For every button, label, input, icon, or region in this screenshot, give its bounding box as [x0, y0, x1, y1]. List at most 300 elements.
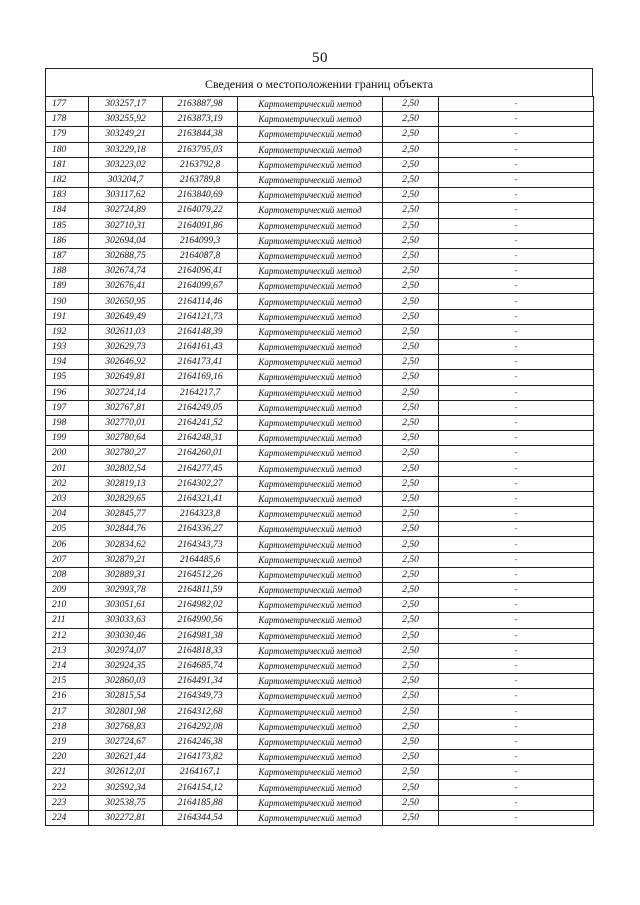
table-row: [46, 476, 594, 491]
accuracy-cell: 2,50: [383, 188, 439, 203]
table-row: [46, 188, 594, 203]
method-cell: Картометрический метод: [238, 734, 383, 749]
method-cell: Картометрический метод: [238, 142, 383, 157]
description-cell: -: [439, 142, 594, 157]
accuracy-cell: 2,50: [383, 218, 439, 233]
table-row: [46, 218, 594, 233]
table-row: [46, 491, 594, 506]
method-cell: Картометрический метод: [238, 203, 383, 218]
x-coordinate-cell: 302844,76: [89, 522, 163, 537]
y-coordinate-cell: 2164302,27: [163, 476, 238, 491]
y-coordinate-cell: 2164241,52: [163, 415, 238, 430]
table-row: [46, 658, 594, 673]
method-cell: Картометрический метод: [238, 719, 383, 734]
method-cell: Картометрический метод: [238, 279, 383, 294]
y-coordinate-cell: 2164485,6: [163, 552, 238, 567]
description-cell: -: [439, 309, 594, 324]
accuracy-cell: 2,50: [383, 734, 439, 749]
method-cell: Картометрический метод: [238, 795, 383, 810]
x-coordinate-cell: 303249,21: [89, 127, 163, 142]
description-cell: -: [439, 719, 594, 734]
method-cell: Картометрический метод: [238, 613, 383, 628]
boundary-table-sheet: [45, 68, 593, 826]
accuracy-cell: 2,50: [383, 127, 439, 142]
point-number-cell: 180: [46, 142, 89, 157]
point-number-cell: 183: [46, 188, 89, 203]
x-coordinate-cell: 302272,81: [89, 810, 163, 825]
accuracy-cell: 2,50: [383, 431, 439, 446]
description-cell: -: [439, 97, 594, 112]
table-row: [46, 583, 594, 598]
y-coordinate-cell: 2164248,31: [163, 431, 238, 446]
accuracy-cell: 2,50: [383, 248, 439, 263]
point-number-cell: 219: [46, 734, 89, 749]
accuracy-cell: 2,50: [383, 233, 439, 248]
y-coordinate-cell: 2164217,7: [163, 385, 238, 400]
description-cell: -: [439, 750, 594, 765]
table-row: [46, 309, 594, 324]
table-row: [46, 567, 594, 582]
accuracy-cell: 2,50: [383, 142, 439, 157]
x-coordinate-cell: 302829,65: [89, 491, 163, 506]
description-cell: -: [439, 294, 594, 309]
x-coordinate-cell: 302674,74: [89, 264, 163, 279]
description-cell: -: [439, 643, 594, 658]
table-row: [46, 446, 594, 461]
x-coordinate-cell: 302724,14: [89, 385, 163, 400]
y-coordinate-cell: 2163789,8: [163, 172, 238, 187]
accuracy-cell: 2,50: [383, 324, 439, 339]
table-row: [46, 628, 594, 643]
x-coordinate-cell: 303030,46: [89, 628, 163, 643]
y-coordinate-cell: 2164277,45: [163, 461, 238, 476]
method-cell: Картометрический метод: [238, 233, 383, 248]
table-row: [46, 248, 594, 263]
table-row: [46, 704, 594, 719]
x-coordinate-cell: 302538,75: [89, 795, 163, 810]
description-cell: -: [439, 613, 594, 628]
y-coordinate-cell: 2164343,73: [163, 537, 238, 552]
x-coordinate-cell: 303117,62: [89, 188, 163, 203]
accuracy-cell: 2,50: [383, 674, 439, 689]
point-number-cell: 204: [46, 507, 89, 522]
y-coordinate-cell: 2164099,3: [163, 233, 238, 248]
y-coordinate-cell: 2164344,54: [163, 810, 238, 825]
y-coordinate-cell: 2163844,38: [163, 127, 238, 142]
table-row: [46, 507, 594, 522]
y-coordinate-cell: 2164349,73: [163, 689, 238, 704]
x-coordinate-cell: 302780,27: [89, 446, 163, 461]
y-coordinate-cell: 2164096,41: [163, 264, 238, 279]
table-row: [46, 157, 594, 172]
description-cell: -: [439, 340, 594, 355]
accuracy-cell: 2,50: [383, 491, 439, 506]
accuracy-cell: 2,50: [383, 658, 439, 673]
x-coordinate-cell: 302694,04: [89, 233, 163, 248]
method-cell: Картометрический метод: [238, 658, 383, 673]
table-row: [46, 294, 594, 309]
y-coordinate-cell: 2164685,74: [163, 658, 238, 673]
accuracy-cell: 2,50: [383, 507, 439, 522]
description-cell: -: [439, 674, 594, 689]
table-row: [46, 97, 594, 112]
method-cell: Картометрический метод: [238, 810, 383, 825]
y-coordinate-cell: 2164982,02: [163, 598, 238, 613]
x-coordinate-cell: 302650,95: [89, 294, 163, 309]
table-row: [46, 172, 594, 187]
description-cell: -: [439, 704, 594, 719]
point-number-cell: 211: [46, 613, 89, 628]
point-number-cell: 224: [46, 810, 89, 825]
table-row: [46, 689, 594, 704]
description-cell: -: [439, 400, 594, 415]
accuracy-cell: 2,50: [383, 446, 439, 461]
point-number-cell: 186: [46, 233, 89, 248]
method-cell: Картометрический метод: [238, 218, 383, 233]
accuracy-cell: 2,50: [383, 522, 439, 537]
point-number-cell: 206: [46, 537, 89, 552]
y-coordinate-cell: 2164512,26: [163, 567, 238, 582]
point-number-cell: 189: [46, 279, 89, 294]
method-cell: Картометрический метод: [238, 704, 383, 719]
x-coordinate-cell: 302724,67: [89, 734, 163, 749]
point-number-cell: 202: [46, 476, 89, 491]
table-row: [46, 719, 594, 734]
y-coordinate-cell: 2164114,46: [163, 294, 238, 309]
accuracy-cell: 2,50: [383, 415, 439, 430]
y-coordinate-cell: 2164818,33: [163, 643, 238, 658]
point-number-cell: 217: [46, 704, 89, 719]
point-number-cell: 185: [46, 218, 89, 233]
method-cell: Картометрический метод: [238, 370, 383, 385]
y-coordinate-cell: 2164260,01: [163, 446, 238, 461]
accuracy-cell: 2,50: [383, 264, 439, 279]
x-coordinate-cell: 302710,31: [89, 218, 163, 233]
description-cell: -: [439, 279, 594, 294]
y-coordinate-cell: 2164185,88: [163, 795, 238, 810]
point-number-cell: 221: [46, 765, 89, 780]
method-cell: Картометрический метод: [238, 552, 383, 567]
y-coordinate-cell: 2163792,8: [163, 157, 238, 172]
accuracy-cell: 2,50: [383, 780, 439, 795]
y-coordinate-cell: 2164292,08: [163, 719, 238, 734]
accuracy-cell: 2,50: [383, 704, 439, 719]
table-row: [46, 810, 594, 825]
x-coordinate-cell: 302780,64: [89, 431, 163, 446]
method-cell: Картометрический метод: [238, 112, 383, 127]
description-cell: -: [439, 598, 594, 613]
x-coordinate-cell: 303051,61: [89, 598, 163, 613]
accuracy-cell: 2,50: [383, 583, 439, 598]
table-row: [46, 127, 594, 142]
x-coordinate-cell: 302801,98: [89, 704, 163, 719]
point-number-cell: 222: [46, 780, 89, 795]
description-cell: -: [439, 522, 594, 537]
y-coordinate-cell: 2164167,1: [163, 765, 238, 780]
method-cell: Картометрический метод: [238, 446, 383, 461]
table-row: [46, 552, 594, 567]
method-cell: Картометрический метод: [238, 264, 383, 279]
point-number-cell: 179: [46, 127, 89, 142]
method-cell: Картометрический метод: [238, 461, 383, 476]
table-row: [46, 324, 594, 339]
x-coordinate-cell: 302611,03: [89, 324, 163, 339]
x-coordinate-cell: 302860,03: [89, 674, 163, 689]
x-coordinate-cell: 302767,81: [89, 400, 163, 415]
accuracy-cell: 2,50: [383, 385, 439, 400]
y-coordinate-cell: 2164121,73: [163, 309, 238, 324]
method-cell: Картометрический метод: [238, 765, 383, 780]
y-coordinate-cell: 2164811,59: [163, 583, 238, 598]
point-number-cell: 212: [46, 628, 89, 643]
method-cell: Картометрический метод: [238, 157, 383, 172]
y-coordinate-cell: 2164154,12: [163, 780, 238, 795]
table-row: [46, 598, 594, 613]
accuracy-cell: 2,50: [383, 355, 439, 370]
point-number-cell: 177: [46, 97, 89, 112]
point-number-cell: 197: [46, 400, 89, 415]
method-cell: Картометрический метод: [238, 355, 383, 370]
description-cell: -: [439, 583, 594, 598]
description-cell: -: [439, 658, 594, 673]
accuracy-cell: 2,50: [383, 157, 439, 172]
coordinates-table: [45, 96, 594, 826]
point-number-cell: 198: [46, 415, 89, 430]
x-coordinate-cell: 302845,77: [89, 507, 163, 522]
description-cell: -: [439, 127, 594, 142]
point-number-cell: 214: [46, 658, 89, 673]
description-cell: -: [439, 188, 594, 203]
description-cell: -: [439, 734, 594, 749]
method-cell: Картометрический метод: [238, 537, 383, 552]
table-row: [46, 431, 594, 446]
method-cell: Картометрический метод: [238, 780, 383, 795]
point-number-cell: 215: [46, 674, 89, 689]
description-cell: -: [439, 248, 594, 263]
accuracy-cell: 2,50: [383, 370, 439, 385]
method-cell: Картометрический метод: [238, 127, 383, 142]
x-coordinate-cell: 302646,92: [89, 355, 163, 370]
method-cell: Картометрический метод: [238, 643, 383, 658]
accuracy-cell: 2,50: [383, 279, 439, 294]
point-number-cell: 193: [46, 340, 89, 355]
method-cell: Картометрический метод: [238, 522, 383, 537]
table-row: [46, 279, 594, 294]
table-row: [46, 613, 594, 628]
method-cell: Картометрический метод: [238, 583, 383, 598]
description-cell: -: [439, 537, 594, 552]
point-number-cell: 209: [46, 583, 89, 598]
x-coordinate-cell: 302621,44: [89, 750, 163, 765]
point-number-cell: 187: [46, 248, 89, 263]
y-coordinate-cell: 2163887,98: [163, 97, 238, 112]
table-row: [46, 112, 594, 127]
accuracy-cell: 2,50: [383, 750, 439, 765]
method-cell: Картометрический метод: [238, 324, 383, 339]
method-cell: Картометрический метод: [238, 309, 383, 324]
method-cell: Картометрический метод: [238, 400, 383, 415]
point-number-cell: 191: [46, 309, 89, 324]
point-number-cell: 220: [46, 750, 89, 765]
accuracy-cell: 2,50: [383, 461, 439, 476]
method-cell: Картометрический метод: [238, 172, 383, 187]
accuracy-cell: 2,50: [383, 795, 439, 810]
x-coordinate-cell: 302592,34: [89, 780, 163, 795]
accuracy-cell: 2,50: [383, 643, 439, 658]
table-row: [46, 461, 594, 476]
x-coordinate-cell: 302768,83: [89, 719, 163, 734]
section-title: Сведения о местоположении границ объекта: [45, 68, 593, 96]
point-number-cell: 199: [46, 431, 89, 446]
point-number-cell: 203: [46, 491, 89, 506]
point-number-cell: 205: [46, 522, 89, 537]
point-number-cell: 208: [46, 567, 89, 582]
accuracy-cell: 2,50: [383, 628, 439, 643]
description-cell: -: [439, 795, 594, 810]
point-number-cell: 181: [46, 157, 89, 172]
description-cell: -: [439, 355, 594, 370]
accuracy-cell: 2,50: [383, 810, 439, 825]
table-row: [46, 537, 594, 552]
table-row: [46, 400, 594, 415]
x-coordinate-cell: 302724,89: [89, 203, 163, 218]
point-number-cell: 207: [46, 552, 89, 567]
accuracy-cell: 2,50: [383, 613, 439, 628]
x-coordinate-cell: 302819,13: [89, 476, 163, 491]
point-number-cell: 188: [46, 264, 89, 279]
description-cell: -: [439, 157, 594, 172]
table-row: [46, 750, 594, 765]
x-coordinate-cell: 302815,54: [89, 689, 163, 704]
table-row: [46, 522, 594, 537]
point-number-cell: 195: [46, 370, 89, 385]
point-number-cell: 213: [46, 643, 89, 658]
method-cell: Картометрический метод: [238, 674, 383, 689]
y-coordinate-cell: 2164099,67: [163, 279, 238, 294]
x-coordinate-cell: 302649,81: [89, 370, 163, 385]
description-cell: -: [439, 218, 594, 233]
description-cell: -: [439, 689, 594, 704]
y-coordinate-cell: 2163873,19: [163, 112, 238, 127]
table-row: [46, 340, 594, 355]
y-coordinate-cell: 2164323,8: [163, 507, 238, 522]
accuracy-cell: 2,50: [383, 567, 439, 582]
table-row: [46, 233, 594, 248]
description-cell: -: [439, 203, 594, 218]
y-coordinate-cell: 2164312,68: [163, 704, 238, 719]
method-cell: Картометрический метод: [238, 628, 383, 643]
description-cell: -: [439, 765, 594, 780]
point-number-cell: 201: [46, 461, 89, 476]
accuracy-cell: 2,50: [383, 598, 439, 613]
table-row: [46, 734, 594, 749]
description-cell: -: [439, 233, 594, 248]
coordinates-table-body: [46, 97, 594, 826]
description-cell: -: [439, 264, 594, 279]
table-row: [46, 264, 594, 279]
description-cell: -: [439, 780, 594, 795]
y-coordinate-cell: 2164336,27: [163, 522, 238, 537]
x-coordinate-cell: 302924,35: [89, 658, 163, 673]
table-row: [46, 674, 594, 689]
table-row: [46, 780, 594, 795]
description-cell: -: [439, 370, 594, 385]
accuracy-cell: 2,50: [383, 97, 439, 112]
description-cell: -: [439, 385, 594, 400]
description-cell: -: [439, 507, 594, 522]
x-coordinate-cell: 303229,18: [89, 142, 163, 157]
y-coordinate-cell: 2163840,69: [163, 188, 238, 203]
point-number-cell: 223: [46, 795, 89, 810]
description-cell: -: [439, 476, 594, 491]
method-cell: Картометрический метод: [238, 476, 383, 491]
x-coordinate-cell: 302688,75: [89, 248, 163, 263]
method-cell: Картометрический метод: [238, 188, 383, 203]
y-coordinate-cell: 2164249,05: [163, 400, 238, 415]
x-coordinate-cell: 302993,78: [89, 583, 163, 598]
point-number-cell: 190: [46, 294, 89, 309]
point-number-cell: 182: [46, 172, 89, 187]
page-number: 50: [312, 50, 328, 66]
method-cell: Картометрический метод: [238, 248, 383, 263]
method-cell: Картометрический метод: [238, 567, 383, 582]
accuracy-cell: 2,50: [383, 400, 439, 415]
accuracy-cell: 2,50: [383, 294, 439, 309]
y-coordinate-cell: 2164161,43: [163, 340, 238, 355]
accuracy-cell: 2,50: [383, 537, 439, 552]
description-cell: -: [439, 112, 594, 127]
x-coordinate-cell: 302834,62: [89, 537, 163, 552]
accuracy-cell: 2,50: [383, 476, 439, 491]
x-coordinate-cell: 302649,49: [89, 309, 163, 324]
table-row: [46, 765, 594, 780]
table-row: [46, 795, 594, 810]
method-cell: Картометрический метод: [238, 491, 383, 506]
table-row: [46, 355, 594, 370]
table-row: [46, 643, 594, 658]
accuracy-cell: 2,50: [383, 172, 439, 187]
x-coordinate-cell: 302802,54: [89, 461, 163, 476]
x-coordinate-cell: 302974,07: [89, 643, 163, 658]
method-cell: Картометрический метод: [238, 598, 383, 613]
x-coordinate-cell: 302889,31: [89, 567, 163, 582]
y-coordinate-cell: 2163795,03: [163, 142, 238, 157]
y-coordinate-cell: 2164173,82: [163, 750, 238, 765]
description-cell: -: [439, 628, 594, 643]
method-cell: Картометрический метод: [238, 340, 383, 355]
point-number-cell: 210: [46, 598, 89, 613]
table-row: [46, 415, 594, 430]
y-coordinate-cell: 2164148,39: [163, 324, 238, 339]
method-cell: Картометрический метод: [238, 507, 383, 522]
description-cell: -: [439, 431, 594, 446]
y-coordinate-cell: 2164246,38: [163, 734, 238, 749]
method-cell: Картометрический метод: [238, 97, 383, 112]
accuracy-cell: 2,50: [383, 552, 439, 567]
description-cell: -: [439, 324, 594, 339]
description-cell: -: [439, 172, 594, 187]
x-coordinate-cell: 302612,01: [89, 765, 163, 780]
point-number-cell: 192: [46, 324, 89, 339]
method-cell: Картометрический метод: [238, 750, 383, 765]
method-cell: Картометрический метод: [238, 415, 383, 430]
x-coordinate-cell: 303223,02: [89, 157, 163, 172]
y-coordinate-cell: 2164169,16: [163, 370, 238, 385]
method-cell: Картометрический метод: [238, 294, 383, 309]
method-cell: Картометрический метод: [238, 385, 383, 400]
y-coordinate-cell: 2164981,38: [163, 628, 238, 643]
y-coordinate-cell: 2164491,34: [163, 674, 238, 689]
